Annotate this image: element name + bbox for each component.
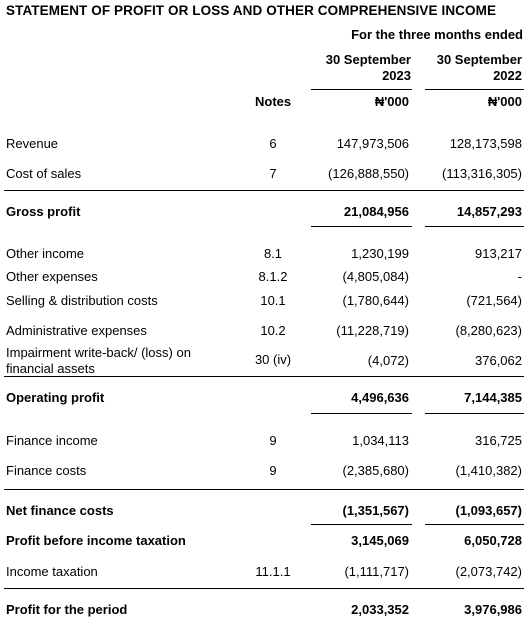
row-label: Income taxation: [6, 564, 98, 579]
value-2023: 147,973,506: [336, 136, 409, 151]
row-note: 10.2: [260, 323, 286, 338]
value-2023: 1,230,199: [351, 246, 409, 261]
column-header-2023: [326, 52, 411, 84]
row-note: 9: [269, 463, 277, 478]
column-header-2022: [437, 52, 522, 84]
value-2022: 376,062: [475, 353, 522, 368]
row-label: Gross profit: [6, 204, 81, 219]
value-2022: (2,073,742): [455, 564, 522, 579]
value-2022: (113,316,305): [442, 166, 522, 181]
row-note: 30 (iv): [254, 352, 292, 367]
value-2023: (4,805,084): [342, 269, 409, 284]
row-net-finance-costs: [0, 503, 526, 521]
row-label: Other income: [6, 246, 85, 261]
row-finance-costs: [0, 463, 526, 481]
row-income-taxation: [0, 564, 526, 582]
value-2022: 14,857,293: [456, 204, 522, 219]
value-2023: (4,072): [367, 353, 409, 368]
row-note: 11.1.1: [255, 564, 291, 579]
value-2022: 316,725: [475, 433, 522, 448]
unit-header-2023: ₦'000: [374, 94, 409, 109]
row-label: Operating profit: [6, 390, 105, 405]
row-revenue: [0, 136, 526, 154]
row-profit-for-period: [0, 602, 526, 620]
rule-after-gross-profit-2022: [425, 226, 524, 227]
value-2023: 2,033,352: [351, 602, 409, 617]
row-cost-of-sales: [0, 166, 526, 184]
period-header: For the three months ended: [351, 27, 523, 42]
unit-header-2022: ₦'000: [487, 94, 522, 109]
value-2022: (1,410,382): [455, 463, 522, 478]
value-2022: (1,093,657): [455, 503, 522, 518]
rule-before-profit-for-period: [4, 588, 524, 589]
row-note: 7: [269, 166, 277, 181]
value-2023: (1,111,717): [344, 564, 409, 579]
row-finance-income: [0, 433, 526, 451]
header-rule-2022: [425, 89, 524, 90]
value-2023: 4,496,636: [351, 390, 409, 405]
row-label: Selling & distribution costs: [6, 293, 158, 308]
row-label: Administrative expenses: [6, 323, 147, 338]
rule-after-net-finance-costs-2022: [425, 524, 524, 525]
value-2022: 3,976,986: [464, 602, 522, 617]
value-2023: (126,888,550): [328, 166, 409, 181]
row-label: Net finance costs: [6, 503, 114, 518]
rule-before-net-finance-costs: [4, 489, 524, 490]
value-2023: (1,351,567): [342, 503, 409, 518]
notes-header: Notes: [255, 94, 292, 109]
row-gross-profit: [0, 204, 526, 222]
row-label: Impairment write-back/ (loss) on financial assets: [6, 345, 191, 376]
statement-title: STATEMENT OF PROFIT OR LOSS AND OTHER COMPREHENSIVE INCOME: [6, 3, 497, 18]
value-2022: 6,050,728: [464, 533, 522, 548]
row-profit-before-tax: [0, 533, 526, 551]
rule-after-operating-profit-2022: [425, 413, 524, 414]
row-note: 6: [269, 136, 277, 151]
value-2023: (11,228,719): [336, 323, 409, 338]
value-2023: 21,084,956: [343, 204, 409, 219]
rule-after-operating-profit-2023: [311, 413, 412, 414]
row-label: Cost of sales: [6, 166, 82, 181]
row-label: Finance costs: [6, 463, 87, 478]
column-header-2023-date: 30 September: [325, 52, 411, 67]
column-header-2022-date: 30 September: [436, 52, 522, 67]
row-label: Finance income: [6, 433, 98, 448]
value-2023: 3,145,069: [351, 533, 409, 548]
value-2022: -: [517, 269, 522, 284]
row-note: 10.1: [260, 293, 286, 308]
rule-before-operating-profit: [4, 376, 524, 377]
row-label: Profit for the period: [6, 602, 128, 617]
value-2022: 913,217: [475, 246, 522, 261]
column-header-2023-year: 2023: [382, 68, 411, 83]
column-header-2022-year: 2022: [493, 68, 522, 83]
row-impairment: [0, 345, 526, 379]
rule-after-gross-profit-2023: [311, 226, 412, 227]
row-other-expenses: [0, 269, 526, 287]
value-2022: (8,280,623): [455, 323, 522, 338]
value-2023: (2,385,680): [342, 463, 409, 478]
header-rule-2023: [311, 89, 412, 90]
value-2023: 1,034,113: [352, 433, 409, 448]
value-2022: 7,144,385: [464, 390, 522, 405]
value-2022: (721,564): [466, 293, 522, 308]
value-2022: 128,173,598: [449, 136, 522, 151]
row-label: Revenue: [6, 136, 59, 151]
row-label: Other expenses: [6, 269, 98, 284]
rule-after-net-finance-costs-2023: [311, 524, 412, 525]
value-2023: (1,780,644): [342, 293, 409, 308]
row-label: Profit before income taxation: [6, 533, 186, 548]
row-operating-profit: [0, 390, 526, 408]
row-other-income: [0, 246, 526, 264]
row-note: 9: [269, 433, 277, 448]
row-note: 8.1: [263, 246, 283, 261]
row-note: 8.1.2: [258, 269, 288, 284]
row-administrative-expenses: [0, 323, 526, 341]
rule-before-gross-profit: [4, 190, 524, 191]
row-selling-distribution-costs: [0, 293, 526, 311]
